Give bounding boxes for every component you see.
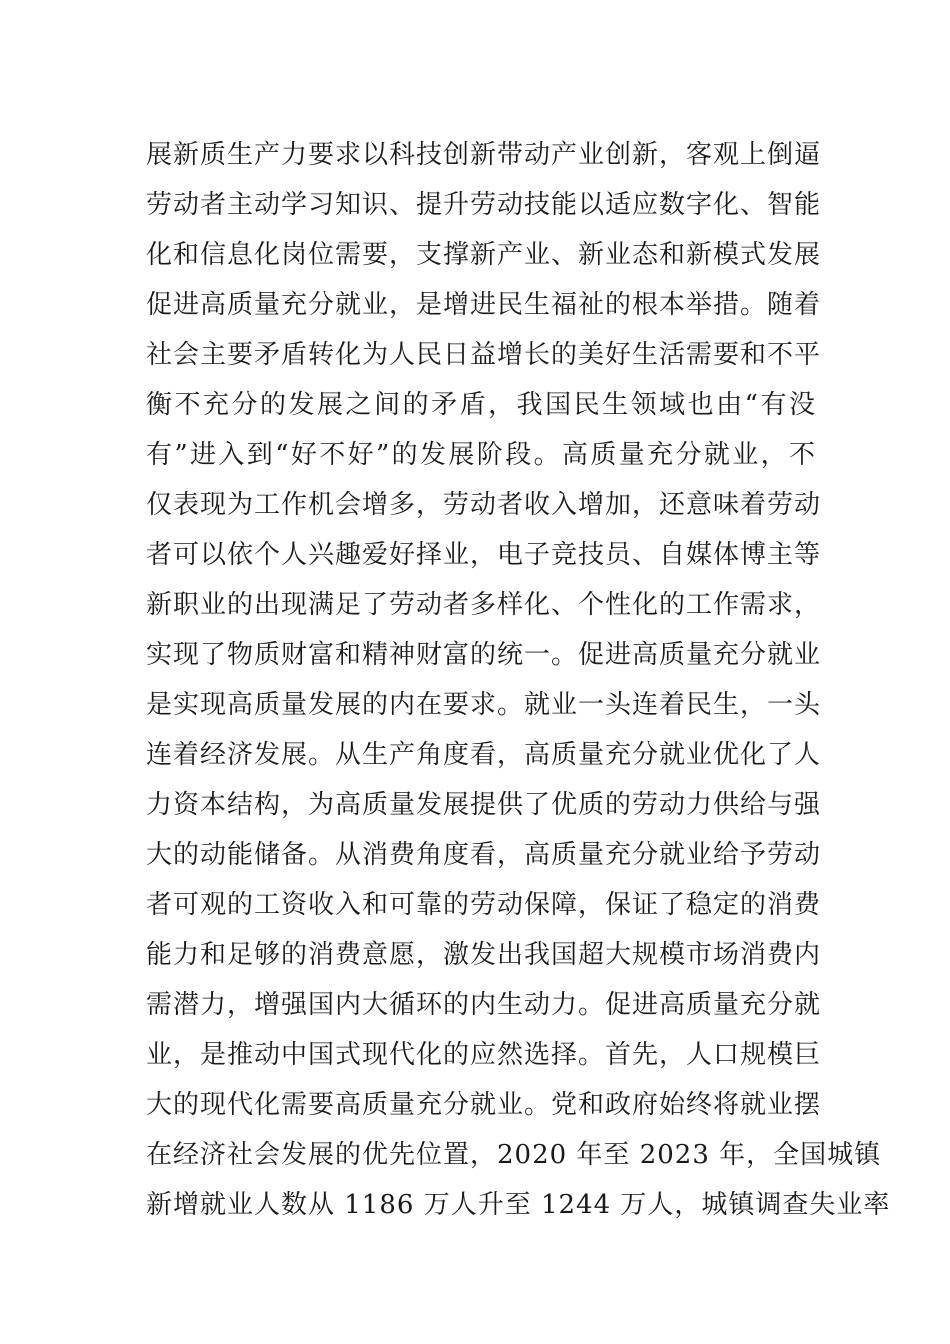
text-line: 展新质生产力要求以科技创新带动产业创新，客观上倒逼 [146,140,822,170]
text-line: 是实现高质量发展的内在要求。就业一头连着民生，一头 [146,690,822,720]
text-line: 在经济社会发展的优先位置，2020 年至 2023 年，全国城镇 [146,1140,882,1170]
text-line: 连着经济发展。从生产角度看，高质量充分就业优化了人 [146,740,822,770]
text-line: 者可观的工资收入和可靠的劳动保障，保证了稳定的消费 [146,890,822,920]
text-line: 大的现代化需要高质量充分就业。党和政府始终将就业摆 [146,1090,822,1120]
text-line: 衡不充分的发展之间的矛盾，我国民生领域也由“有没 [146,390,816,420]
body-text [146,130,891,1230]
text-line: 新增就业人数从 1186 万人升至 1244 万人，城镇调查失业率 [146,1190,891,1220]
text-line: 大的动能储备。从消费角度看，高质量充分就业给予劳动 [146,840,822,870]
text-line: 力资本结构，为高质量发展提供了优质的劳动力供给与强 [146,790,822,820]
text-line: 化和信息化岗位需要，支撑新产业、新业态和新模式发展 [146,240,822,270]
text-line: 劳动者主动学习知识、提升劳动技能以适应数字化、智能 [146,190,822,220]
text-line: 有”进入到“好不好”的发展阶段。高质量充分就业，不 [146,440,816,470]
text-line: 仅表现为工作机会增多，劳动者收入增加，还意味着劳动 [146,490,822,520]
text-line: 需潜力，增强国内大循环的内生动力。促进高质量充分就 [146,990,822,1020]
text-line: 实现了物质财富和精神财富的统一。促进高质量充分就业 [146,640,822,670]
text-line: 能力和足够的消费意愿，激发出我国超大规模市场消费内 [146,940,822,970]
text-line: 业，是推动中国式现代化的应然选择。首先，人口规模巨 [146,1040,822,1070]
text-line: 社会主要矛盾转化为人民日益增长的美好生活需要和不平 [146,340,822,370]
text-line: 新职业的出现满足了劳动者多样化、个性化的工作需求， [146,590,822,620]
text-line: 者可以依个人兴趣爱好择业，电子竞技员、自媒体博主等 [146,540,822,570]
text-line: 促进高质量充分就业，是增进民生福祉的根本举措。随着 [146,290,822,320]
